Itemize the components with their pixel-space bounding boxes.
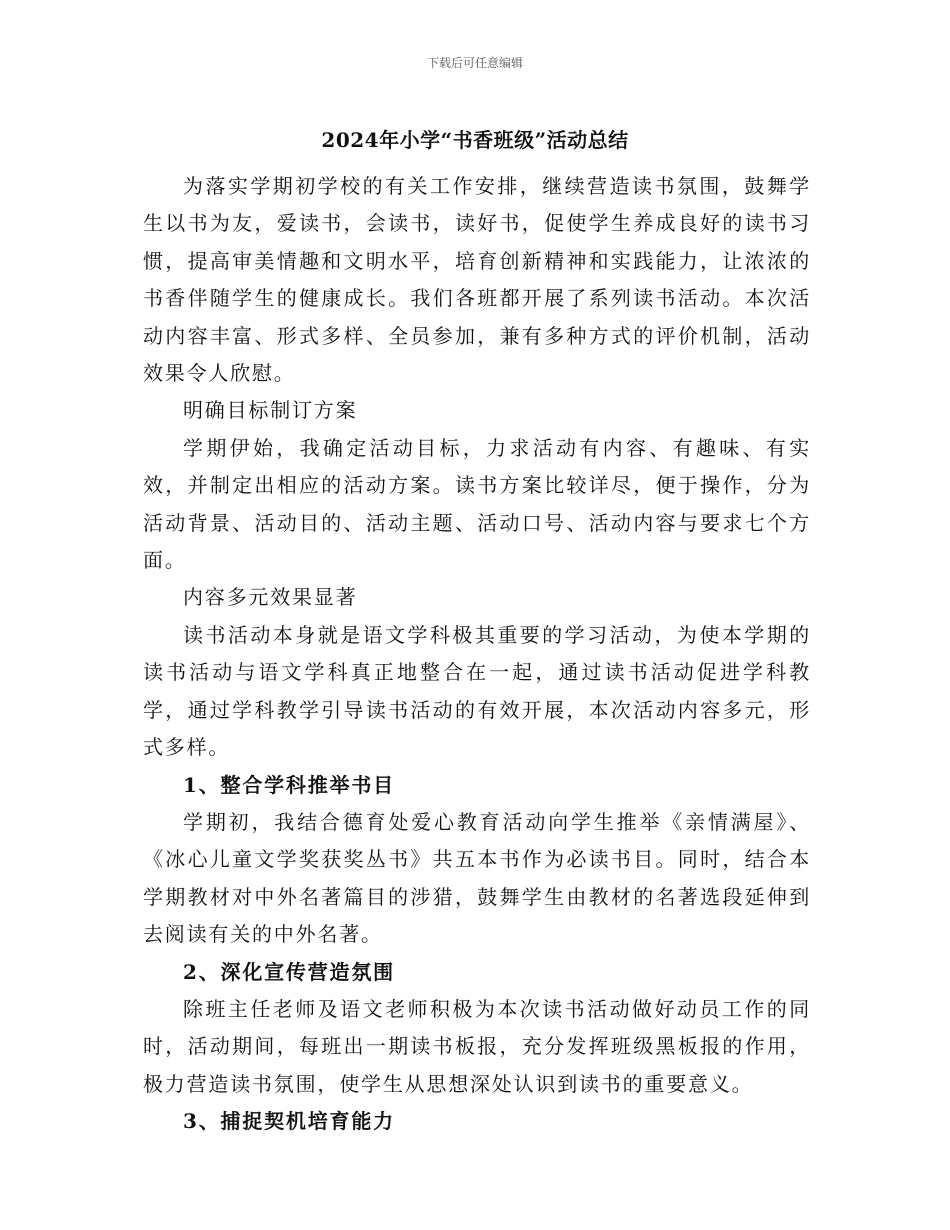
document-title: 2024年小学“书香班级”活动总结	[321, 128, 629, 152]
document-body	[143, 168, 811, 1141]
section-heading-goals: 明确目标制订方案	[183, 398, 358, 423]
paragraph-intro: 为落实学期初学校的有关工作安排，继续营造读书氛围，鼓舞学生以书为友，爱读书，会读书，读好书，促使学生养成良好的读书习惯，提高审美情趣和文明水平，培育创新精神和实践能力，让浓浓的书香伴随学生的健康成长。我们各班都开展了系列读书活动。本次活动内容丰富、形式多样、全员参加，兼有多种方式的评价机制，活动效果令人欣慰。	[143, 174, 811, 386]
section-heading-content: 内容多元效果显著	[183, 585, 358, 610]
item-heading-2: 2、深化宣传营造氛围	[183, 959, 395, 984]
paragraph-item-2: 除班主任老师及语文老师积极为本次读书活动做好动员工作的同时，活动期间，每班出一期读书板报，充分发挥班级黑板报的作用，极力营造读书氛围，使学生从思想深处认识到读书的重要意义。	[143, 996, 811, 1096]
item-heading-3: 3、捕捉契机培育能力	[183, 1109, 395, 1134]
paragraph-item-1: 学期初，我结合德育处爱心教育活动向学生推举《亲情满屋》、《冰心儿童文学奖获奖丛书》共五本书作为必读书目。同时，结合本学期教材对中外名著篇目的涉猎，鼓舞学生由教材的名著选段延伸到去阅读有关的中外名著。	[143, 809, 811, 947]
paragraph-goals: 学期伊始，我确定活动目标，力求活动有内容、有趣味、有实效，并制定出相应的活动方案。读书方案比较详尽，便于操作，分为活动背景、活动目的、活动主题、活动口号、活动内容与要求七个方面。	[143, 435, 811, 573]
header-note: 下载后可任意编辑	[426, 56, 523, 70]
item-heading-1: 1、整合学科推举书目	[183, 772, 395, 797]
paragraph-content: 读书活动本身就是语文学科极其重要的学习活动，为使本学期的读书活动与语文学科真正地整合在一起，通过读书活动促进学科教学，通过学科教学引导读书活动的有效开展，本次活动内容多元，形式多样。	[143, 622, 811, 760]
